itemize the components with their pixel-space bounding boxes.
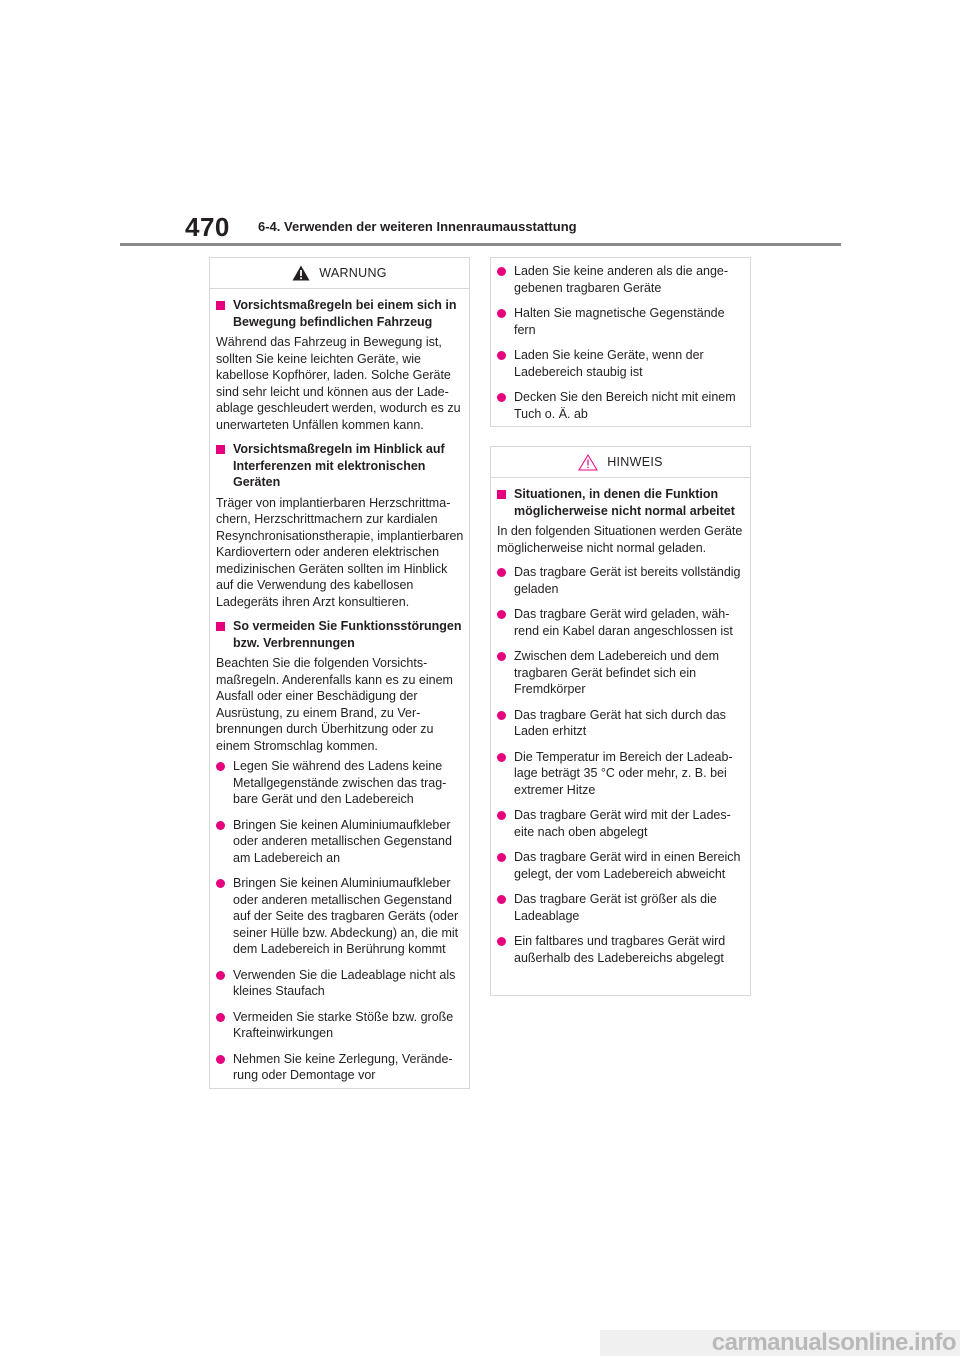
list-item: Halten Sie magnetische Gegenstände fern: [497, 305, 745, 338]
header-rule: [120, 243, 841, 246]
circle-bullet-icon: [497, 393, 506, 402]
list-item: Legen Sie während des Ladens keine Metallgegenstände zwischen das tragbare Gerät und den Ladebereich: [216, 758, 464, 808]
circle-bullet-icon: [216, 821, 225, 830]
circle-bullet-icon: [216, 1055, 225, 1064]
notice-box-header: [491, 447, 750, 478]
warning-box-header: [210, 258, 469, 289]
list-item: Ein faltbares und tragbares Gerät wird außerhalb des Ladebereichs abgelegt: [497, 933, 745, 966]
list-item: Zwischen dem Ladebereich und dem tragbaren Gerät befindet sich ein Fremdkörper: [497, 648, 745, 698]
warning-box: [209, 257, 470, 1089]
list-item: Verwenden Sie die Ladeablage nicht als kleines Staufach: [216, 967, 464, 1000]
notice-heading: [497, 486, 745, 519]
list-item: Das tragbare Gerät wird in einen Bereich gelegt, der vom Ladebereich abweicht: [497, 849, 745, 882]
circle-bullet-icon: [216, 762, 225, 771]
circle-bullet-icon: [497, 853, 506, 862]
list-item: Das tragbare Gerät wird geladen, während ein Kabel daran angeschlossen ist: [497, 606, 745, 639]
warning-heading-text: So vermeiden Sie Funktionsstörungen bzw. Verbrennungen: [233, 619, 462, 650]
circle-bullet-icon: [497, 753, 506, 762]
page-number: 470: [185, 212, 230, 242]
circle-bullet-icon: [497, 895, 506, 904]
circle-bullet-icon: [497, 711, 506, 720]
circle-bullet-icon: [497, 267, 506, 276]
circle-bullet-icon: [216, 879, 225, 888]
warning-heading-text: Vorsichtsmaßregeln bei einem sich in Bewegung befindlichen Fahrzeug: [233, 298, 457, 329]
notice-heading-text: Situationen, in denen die Funktion möglicherweise nicht normal arbeitet: [514, 487, 735, 518]
list-item: Laden Sie keine anderen als die angegebenen tragbaren Geräte: [497, 263, 745, 296]
list-item: Vermeiden Sie starke Stöße bzw. große Krafteinwirkungen: [216, 1009, 464, 1042]
list-item: Bringen Sie keinen Aluminiumaufkleber oder anderen metallischen Gegenstand am Ladebereich an: [216, 817, 464, 867]
list-item: Nehmen Sie keine Zerlegung, Veränderung oder Demontage vor: [216, 1051, 464, 1084]
circle-bullet-icon: [497, 610, 506, 619]
warning-heading: [216, 618, 464, 651]
circle-bullet-icon: [497, 652, 506, 661]
square-bullet-icon: [216, 445, 225, 454]
square-bullet-icon: [216, 622, 225, 631]
circle-bullet-icon: [497, 309, 506, 318]
warning-heading-text: Vorsichtsmaßregeln im Hinblick auf Interferenzen mit elektronischen Geräten: [233, 442, 445, 489]
circle-bullet-icon: [497, 937, 506, 946]
list-item: Das tragbare Gerät ist bereits vollständig geladen: [497, 564, 745, 597]
circle-bullet-icon: [216, 1013, 225, 1022]
circle-bullet-icon: [497, 568, 506, 577]
circle-bullet-icon: [497, 811, 506, 820]
list-item: Bringen Sie keinen Aluminiumaufkleber oder anderen metallischen Gegenstand auf der Seite des tragbaren Geräts (oder seiner Hülle bzw. Abdeckung) an, die mit dem Ladebereich in Berührung kommt: [216, 875, 464, 958]
notice-triangle-icon: [578, 454, 598, 471]
warning-box-title: WARNUNG: [319, 266, 387, 280]
watermark: carmanualsonline.info: [600, 1330, 960, 1356]
square-bullet-icon: [216, 301, 225, 310]
notice-box: [490, 446, 751, 996]
warning-paragraph: Während das Fahrzeug in Bewegung ist, sollten Sie keine leichten Geräte, wie kabellose Kopfhörer, laden. Solche Geräte sind sehr leicht und können aus der Ladeablage geschleudert werden, wodurch es zu unerwarteten Unfällen kommen kann.: [216, 335, 461, 432]
warning-heading: [216, 297, 464, 330]
list-item: Die Temperatur im Bereich der Ladeablage beträgt 35 °C oder mehr, z. B. bei extremer Hitze: [497, 749, 745, 799]
section-title: 6-4. Verwenden der weiteren Innenraumausstattung: [258, 219, 577, 234]
warning-continued-box: [490, 257, 751, 427]
circle-bullet-icon: [216, 971, 225, 980]
list-item: Laden Sie keine Geräte, wenn der Ladebereich staubig ist: [497, 347, 745, 380]
warning-heading: [216, 441, 464, 491]
warning-paragraph: Beachten Sie die folgenden Vorsichtsmaßregeln. Anderenfalls kann es zu einem Ausfall oder einer Beschädigung der Ausrüstung, zu einem Brand, zu Verbrennungen durch Überhitzung oder zu einem Stromschlag kommen.: [216, 656, 453, 753]
list-item: Decken Sie den Bereich nicht mit einem Tuch o. Ä. ab: [497, 389, 745, 422]
notice-paragraph: In den folgenden Situationen werden Geräte möglicherweise nicht normal geladen.: [497, 524, 743, 555]
square-bullet-icon: [497, 490, 506, 499]
warning-triangle-icon: [292, 265, 310, 281]
list-item: Das tragbare Gerät hat sich durch das Laden erhitzt: [497, 707, 745, 740]
list-item: Das tragbare Gerät ist größer als die Ladeablage: [497, 891, 745, 924]
warning-paragraph: Träger von implantierbaren Herzschrittmachern, Herzschrittmachern zur kardialen Resynchronisationstherapie, implantierbaren Kardiovertern oder anderen elektrischen medizinischen Geräten sollten im Hinblick auf die Verwendung des kabellosen Ladegeräts ihren Arzt konsultieren.: [216, 495, 464, 609]
circle-bullet-icon: [497, 351, 506, 360]
notice-box-title: HINWEIS: [607, 455, 663, 469]
list-item: Das tragbare Gerät wird mit der Ladeseite nach oben abgelegt: [497, 807, 745, 840]
